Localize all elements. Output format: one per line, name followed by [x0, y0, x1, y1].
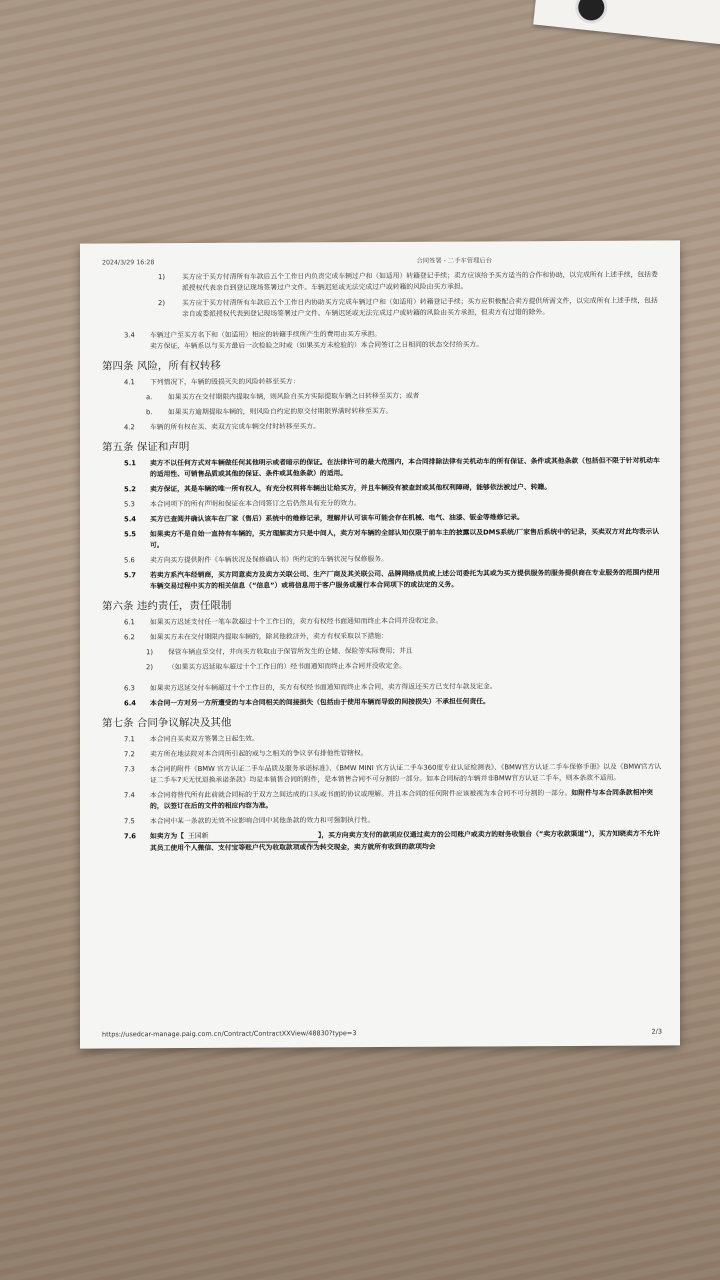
article-4-title: 第四条 风险，所有权转移: [102, 359, 221, 373]
print-datetime: 2024/3/29 16:28: [102, 259, 155, 267]
clause-5-4: 5.4 买方已查阅并确认该车在厂家（售后）系统中的维修记录，理解并认可该车可能会存在机械、电气、油漆、钣金等维修记录。: [124, 513, 524, 524]
clause-6-2-1: 1) 保管车辆直至交付，并向买方收取由于保管所发生的仓储、保险等实际费用；并且: [146, 646, 413, 657]
article-6-title: 第六条 违约责任，责任限制: [102, 599, 232, 613]
clause-5-1: 5.1 卖方不以任何方式对车辆做任何其他明示或者暗示的保证。在法律许可的最大范围内，本合同排除法律有关机动车的所有保证、条件或其他条款（包括但不限于针对机动车的适用性、可销售品质或其他的保证、条件或其他条款）的适用。: [124, 456, 660, 479]
page-number: 2/3: [651, 1027, 662, 1036]
clause-5-5: 5.5 如果卖方不是自始一直持有车辆的，买方理解卖方只是中间人，卖方对车辆的全部认知仅限于前车主的披露以及DMS系统/厂家售后系统中的记录，买卖双方对此均表示认可。: [124, 527, 660, 550]
clause-5-2: 5.2 卖方保证，其是车辆的唯一所有权人，有充分权利将车辆出让给买方，并且车辆没有被查封或其他权利障碍，能够依法被过户、转籍。: [124, 483, 552, 494]
list-item: 2) 买方应于买方付清所有车款后五个工作日内协助买方完成车辆过户和（如适用）转籍登记手续；买方应积极配合卖方提供所需文件，以完成所有上述手续，包括亲自或委派授权代表到登记现场签署过户文件。车辆迟延或无法完成过户或转籍的风险由买方承担，但卖方有过错的除外。: [158, 296, 658, 319]
clause-5-7: 5.7 若卖方系汽车经销商，买方同意卖方及卖方关联公司、生产厂商及其关联公司、品牌网络成员或上述公司委托为其或为买方提供服务的服务提供商在专业服务的范围内使用车辆交易过程中买方的相关信息（“信息”）或将信息用于客户服务或履行本合同项下的或法定的义务。: [124, 568, 660, 591]
clause-6-1: 6.1 如果买方迟延支付任一笔车款超过十个工作日的，卖方有权经书面通知而终止本合同并没收定金。: [124, 616, 443, 627]
clause-7-1: 7.1 本合同自买卖双方签署之日起生效。: [124, 734, 259, 744]
list-item: 1) 买方应于买方付清所有车款后五个工作日内负责完成车辆过户和（如适用）转籍登记手续；卖方应该给予买方适当的合作和协助，以完成所有上述手续，包括委派授权代表亲自到登记现场签署过户文件。车辆迟延或无法完成过户或转籍的风险由买方承担。: [158, 270, 658, 293]
clause-6-2: 6.2 如果买方未在交付期限内提取车辆的，除其他救济外，卖方有权采取以下措施：: [124, 631, 388, 642]
clause-7-6: 7.6 如卖方为【 王国新 】，买方向卖方支付的款项应仅通过卖方的公司账户或卖方的财务收银台（“卖方收款渠道”），买方知晓卖方不允许其员工使用个人微信、支付宝等账户代为收取款项或作为转交现金，卖方就所有收到的款项均会: [124, 829, 660, 853]
article-5-title: 第五条 保证和声明: [102, 440, 190, 454]
clause-4-2: 4.2 车辆的所有权在买、卖双方完成车辆交付时转移至买方。: [124, 422, 320, 432]
clause-5-6: 5.6 卖方向买方提供附件《车辆状况及保修确认书》所约定的车辆状况与保修服务。: [124, 554, 388, 565]
page-url: https://usedcar-manage.paig.com.cn/Contract/ContractXXView/48830?type=3: [102, 1029, 357, 1039]
print-footer: [102, 1027, 662, 1041]
clause-6-3: 6.3 如果卖方迟延交付车辆超过十个工作日的，买方有权经书面通知而终止本合同，卖方得返还买方已支付车款及定金。: [124, 682, 497, 693]
clause-7-4: 7.4 本合同将替代所有此前就合同标的于双方之间达成的口头或书面的协议或理解。并且本合同的任何附件应该被视为本合同不可分割的一部分。如附件与本合同条款相冲突的，以签订在后的文件的相应内容为准。: [124, 788, 653, 811]
logo-icon: [574, 0, 609, 25]
clause-5-3: 5.3 本合同项下的所有声明和保证在本合同签订之后仍然具有充分的效力。: [124, 499, 361, 509]
corner-card: [533, 0, 720, 45]
seller-name-field: 王国新: [184, 830, 318, 843]
clause-7-5: 7.5 本合同中某一条款的无效不应影响合同中其他条款的效力和可强制执行性。: [124, 816, 375, 826]
clause-6-2-2: 2) （如果买方迟延取车超过十个工作日的）经书面通知而终止本合同并没收定金。: [146, 661, 406, 672]
contract-page: [80, 240, 680, 1048]
clause-7-3: 7.3 本合同的附件《BMW 官方认证二手车品质及服务承诺标准》、《BMW MINI 官方认证二手车360度专业认证检测表》、《BMW官方认证二手车保修手册》以及《BMW官方认证二手车7天无忧退换承诺条款》均是本销售合同的附件，是本销售合同不可分割的一部分。如本合同标的车辆并非BMW官方认证二手车，则本条款不适用。: [124, 762, 662, 785]
clause-4-1-a: a. 如果买方在交付期限内提取车辆，则风险自买方实际提取车辆之日转移至买方；或者: [146, 391, 420, 402]
clause-4-1-b: b. 如果买方逾期提取车辆的，则风险自约定的原交付期限界满时转移至买方。: [146, 406, 393, 417]
clause-7-2: 7.2 卖方所在地法院对本合同所引起的或与之相关的争议享有排他性管辖权。: [124, 749, 368, 759]
article-7-title: 第七条 合同争议解决及其他: [102, 716, 232, 730]
print-header: [102, 255, 662, 269]
print-title: 合同签署 - 二手车管理后台: [416, 257, 492, 265]
clause-6-4: 6.4 本合同一方对另一方所遭受的与本合同相关的间接损失（包括由于使用车辆而导致的间接损失）不承担任何责任。: [124, 697, 490, 708]
clause-4-1: 4.1 下列情况下，车辆的毁损灭失的风险转移至买方：: [124, 377, 300, 387]
clause-3-4: 3.4 车辆过户至买方名下和（如适用）相应的转籍手续所产生的费用由买方承担。 卖方保证，车辆系以与买方最后一次检验之时或（如果买方未检验的）本合同签订之日相同的状态交付给买方。: [124, 329, 484, 351]
